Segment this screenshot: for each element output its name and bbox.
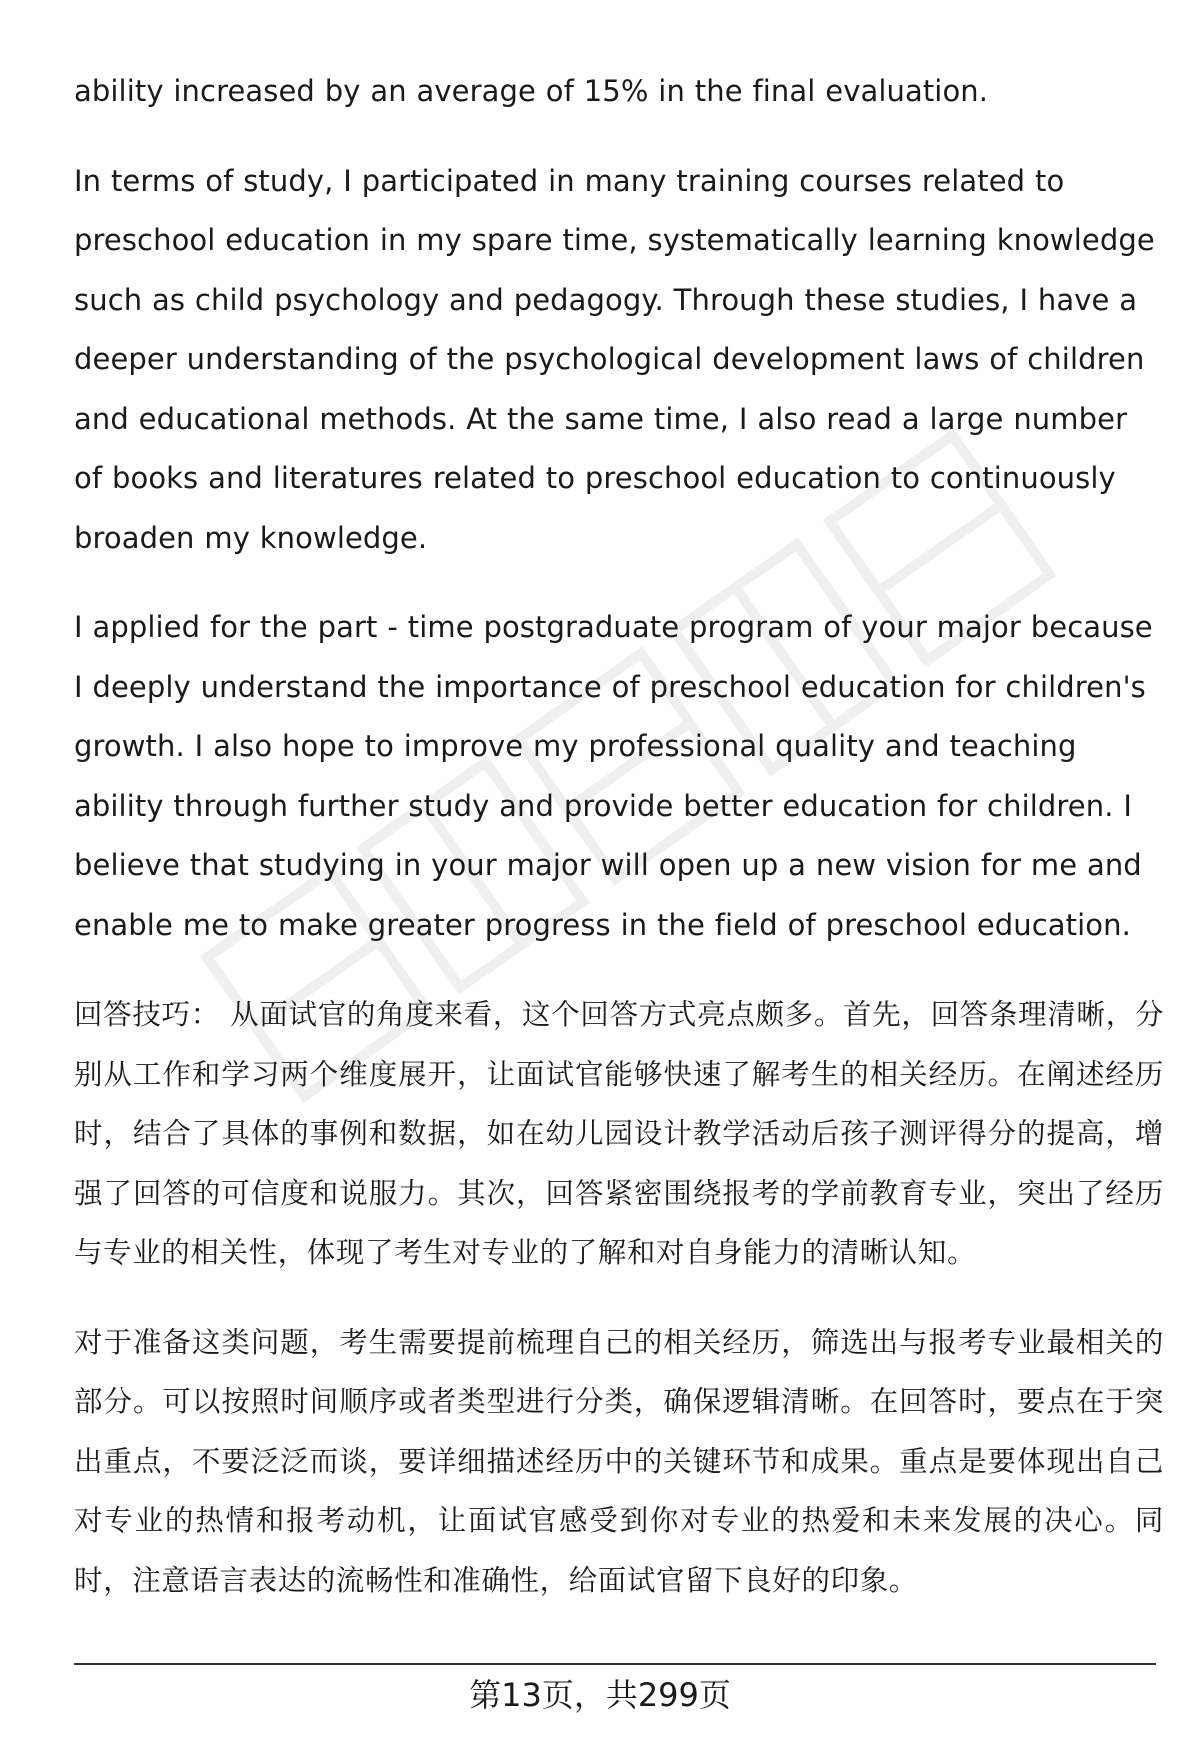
paragraph-evaluation-result: ability increased by an average of 15% in the final evaluation. xyxy=(74,74,989,108)
document-body xyxy=(74,62,1164,1640)
page-number: 第13页，共299页 xyxy=(469,1676,731,1714)
paragraph-study-experience: In terms of study, I participated in many training courses related to preschool education in my spare time, systematically learning knowledge such as child psychology and pedagogy. Through these studies, I have a deeper understanding of the psychological development laws of children and educational methods. At the same time, I also read a large number of books and literatures related to preschool education to continuously broaden my knowledge. xyxy=(74,163,1155,555)
paragraph-preparation-advice: 对于准备这类问题，考生需要提前梳理自己的相关经历，筛选出与报考专业最相关的部分。可以按照时间顺序或者类型进行分类，确保逻辑清晰。在回答时，要点在于突出重点，不要泛泛而谈，要详细描述经历中的关键环节和成果。重点是要体现出自己对专业的热情和报考动机，让面试官感受到你对专业的热爱和未来发展的决心。同时，注意语言表达的流畅性和准确性，给面试官留下良好的印象。 xyxy=(74,1325,1164,1597)
paragraph-answer-tips: 回答技巧： 从面试官的角度来看，这个回答方式亮点颇多。首先，回答条理清晰，分别从工作和学习两个维度展开，让面试官能够快速了解考生的相关经历。在阐述经历时，结合了具体的事例和数据，如在幼儿园设计教学活动后孩子测评得分的提高，增强了回答的可信度和说服力。其次，回答紧密围绕报考的学前教育专业，突出了经历与专业的相关性，体现了考生对专业的了解和对自身能力的清晰认知。 xyxy=(74,998,1164,1269)
footer-divider xyxy=(74,1663,1156,1665)
paragraph-application-motivation: I applied for the part - time postgraduate program of your major because I deeply understand the importance of preschool education for children's growth. I also hope to improve my professional quality and teaching ability through further study and provide better education for children. I believe that studying in your major will open up a new vision for me and enable me to make greater progress in the field of preschool education. xyxy=(74,610,1153,942)
